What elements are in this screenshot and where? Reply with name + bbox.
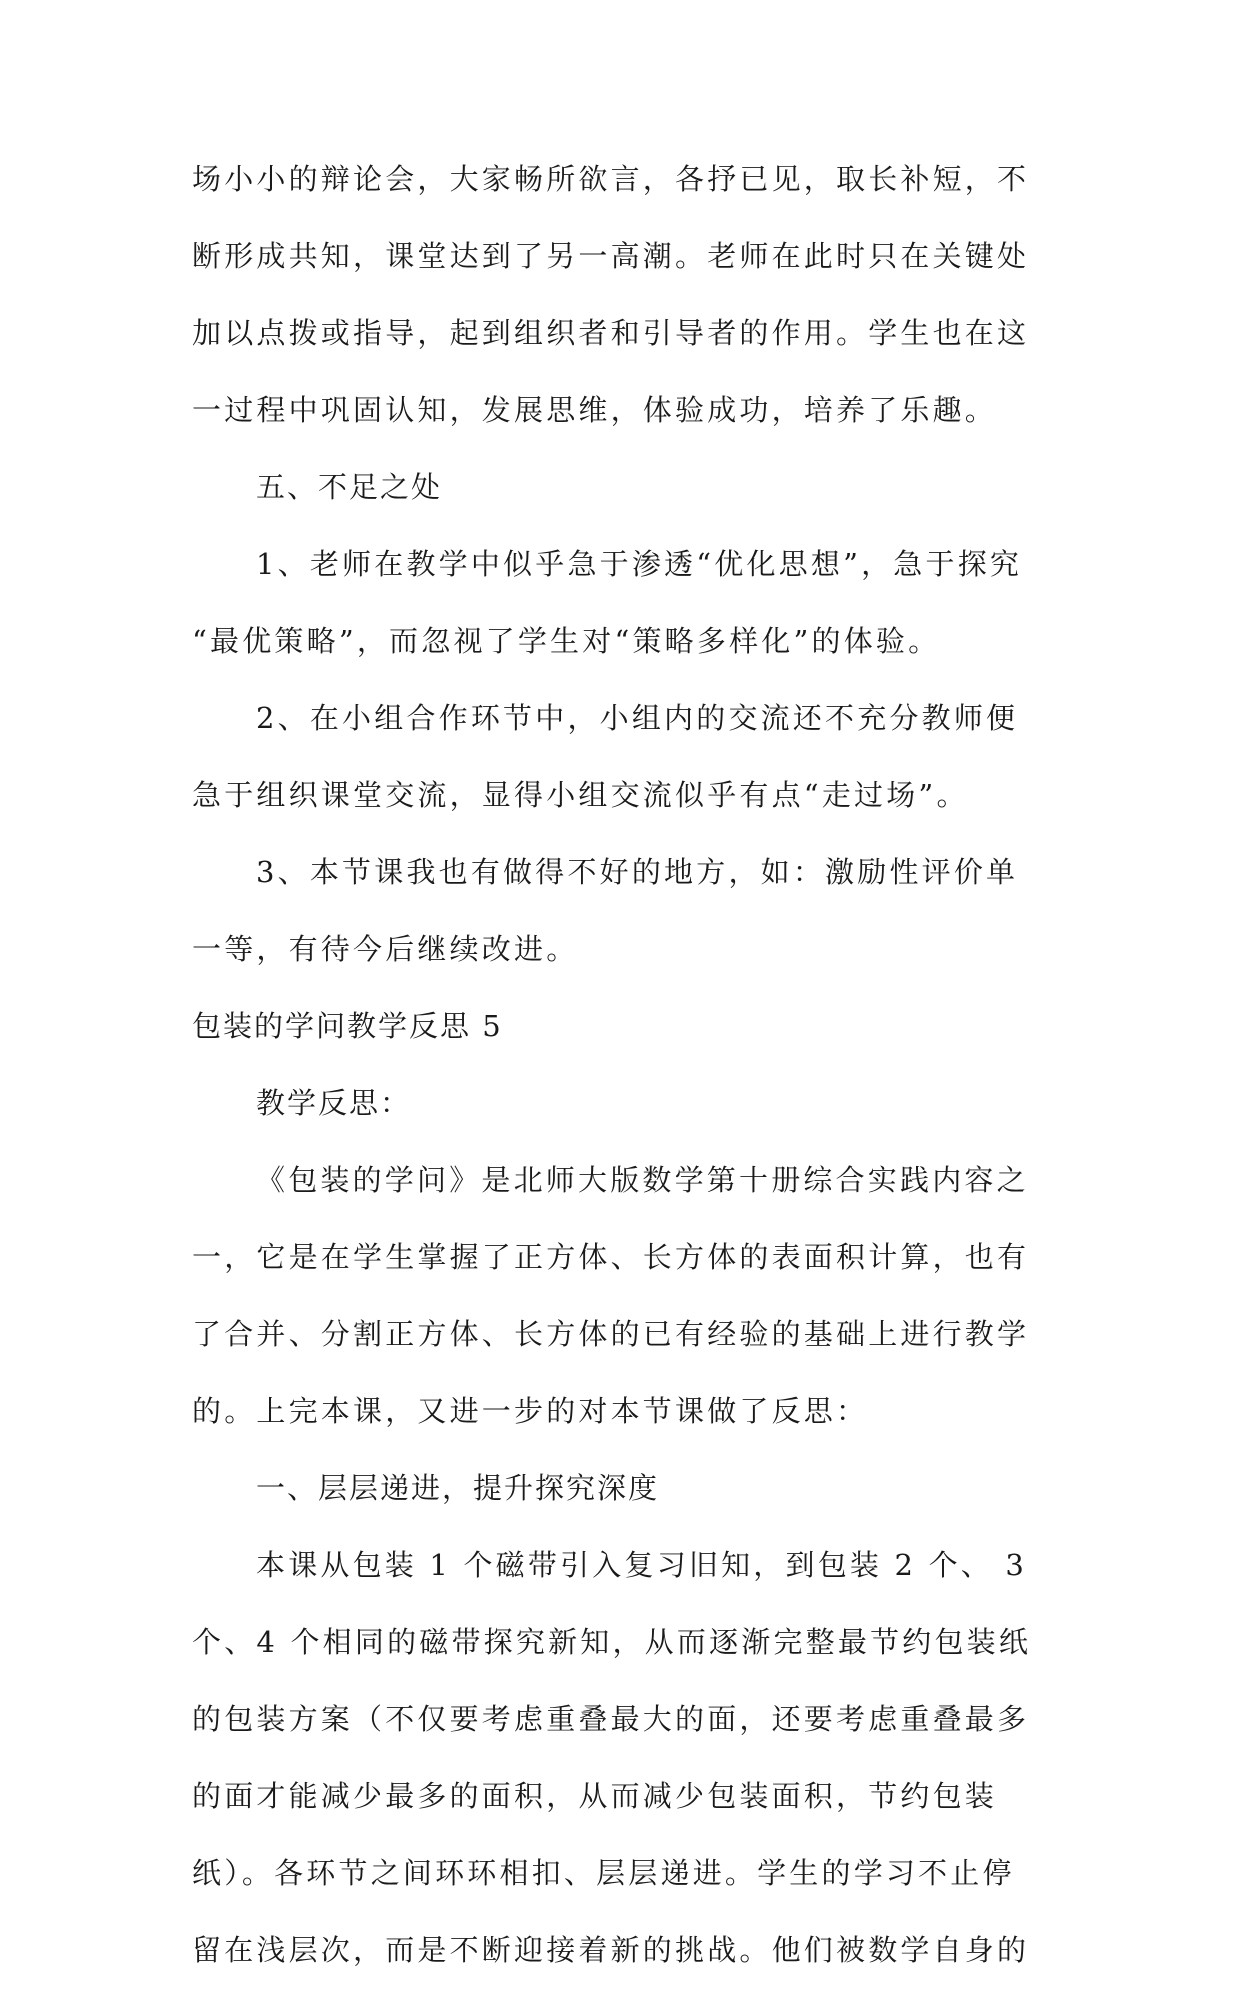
section-heading: 教学反思： xyxy=(256,1086,412,1120)
paragraph-line: 一等，有待今后继续改进。 xyxy=(192,932,579,966)
section-heading: 五、不足之处 xyxy=(256,470,443,504)
paragraph-line: 一，它是在学生掌握了正方体、长方体的表面积计算，也有 xyxy=(192,1240,1030,1274)
document-page xyxy=(192,160,1052,2008)
paragraph-line: 《包装的学问》是北师大版数学第十册综合实践内容之 xyxy=(256,1163,1029,1197)
paragraph-line: 一过程中巩固认知，发展思维，体验成功，培养了乐趣。 xyxy=(192,393,998,427)
paragraph-line: “最优策略”，而忽视了学生对“策略多样化”的体验。 xyxy=(192,624,941,658)
document-title: 包装的学问教学反思 5 xyxy=(192,1009,503,1043)
paragraph-line: 加以点拨或指导，起到组织者和引导者的作用。学生也在这 xyxy=(192,316,1030,350)
paragraph-line: 留在浅层次，而是不断迎接着新的挑战。他们被数学自身的 xyxy=(192,1933,1030,1967)
paragraph-line: 的包装方案（不仅要考虑重叠最大的面，还要考虑重叠最多 xyxy=(192,1702,1030,1736)
paragraph-line: 的。上完本课，又进一步的对本节课做了反思： xyxy=(192,1394,869,1428)
paragraph-line: 3、本节课我也有做得不好的地方，如：激励性评价单 xyxy=(256,855,1019,889)
paragraph-line: 急于组织课堂交流，显得小组交流似乎有点“走过场”。 xyxy=(192,778,969,812)
paragraph-line: 2、在小组合作环节中，小组内的交流还不充分教师便 xyxy=(256,701,1019,735)
paragraph-line: 个、4 个相同的磁带探究新知，从而逐渐完整最节约包装纸 xyxy=(192,1625,1032,1659)
paragraph-line: 场小小的辩论会，大家畅所欲言，各抒已见，取长补短，不 xyxy=(192,162,1030,196)
paragraph-line: 1、老师在教学中似乎急于渗透“优化思想”，急于探究 xyxy=(256,547,1023,581)
paragraph-line: 了合并、分割正方体、长方体的已有经验的基础上进行教学 xyxy=(192,1317,1030,1351)
section-heading: 一、层层递进，提升探究深度 xyxy=(256,1471,660,1505)
paragraph-line: 本课从包装 1 个磁带引入复习旧知，到包装 2 个、 3 xyxy=(256,1548,1028,1582)
paragraph-line: 纸）。各环节之间环环相扣、层层递进。学生的学习不止停 xyxy=(192,1856,1015,1890)
paragraph-line: 的面才能减少最多的面积，从而减少包装面积，节约包装 xyxy=(192,1779,998,1813)
paragraph-line: 断形成共知，课堂达到了另一高潮。老师在此时只在关键处 xyxy=(192,239,1030,273)
